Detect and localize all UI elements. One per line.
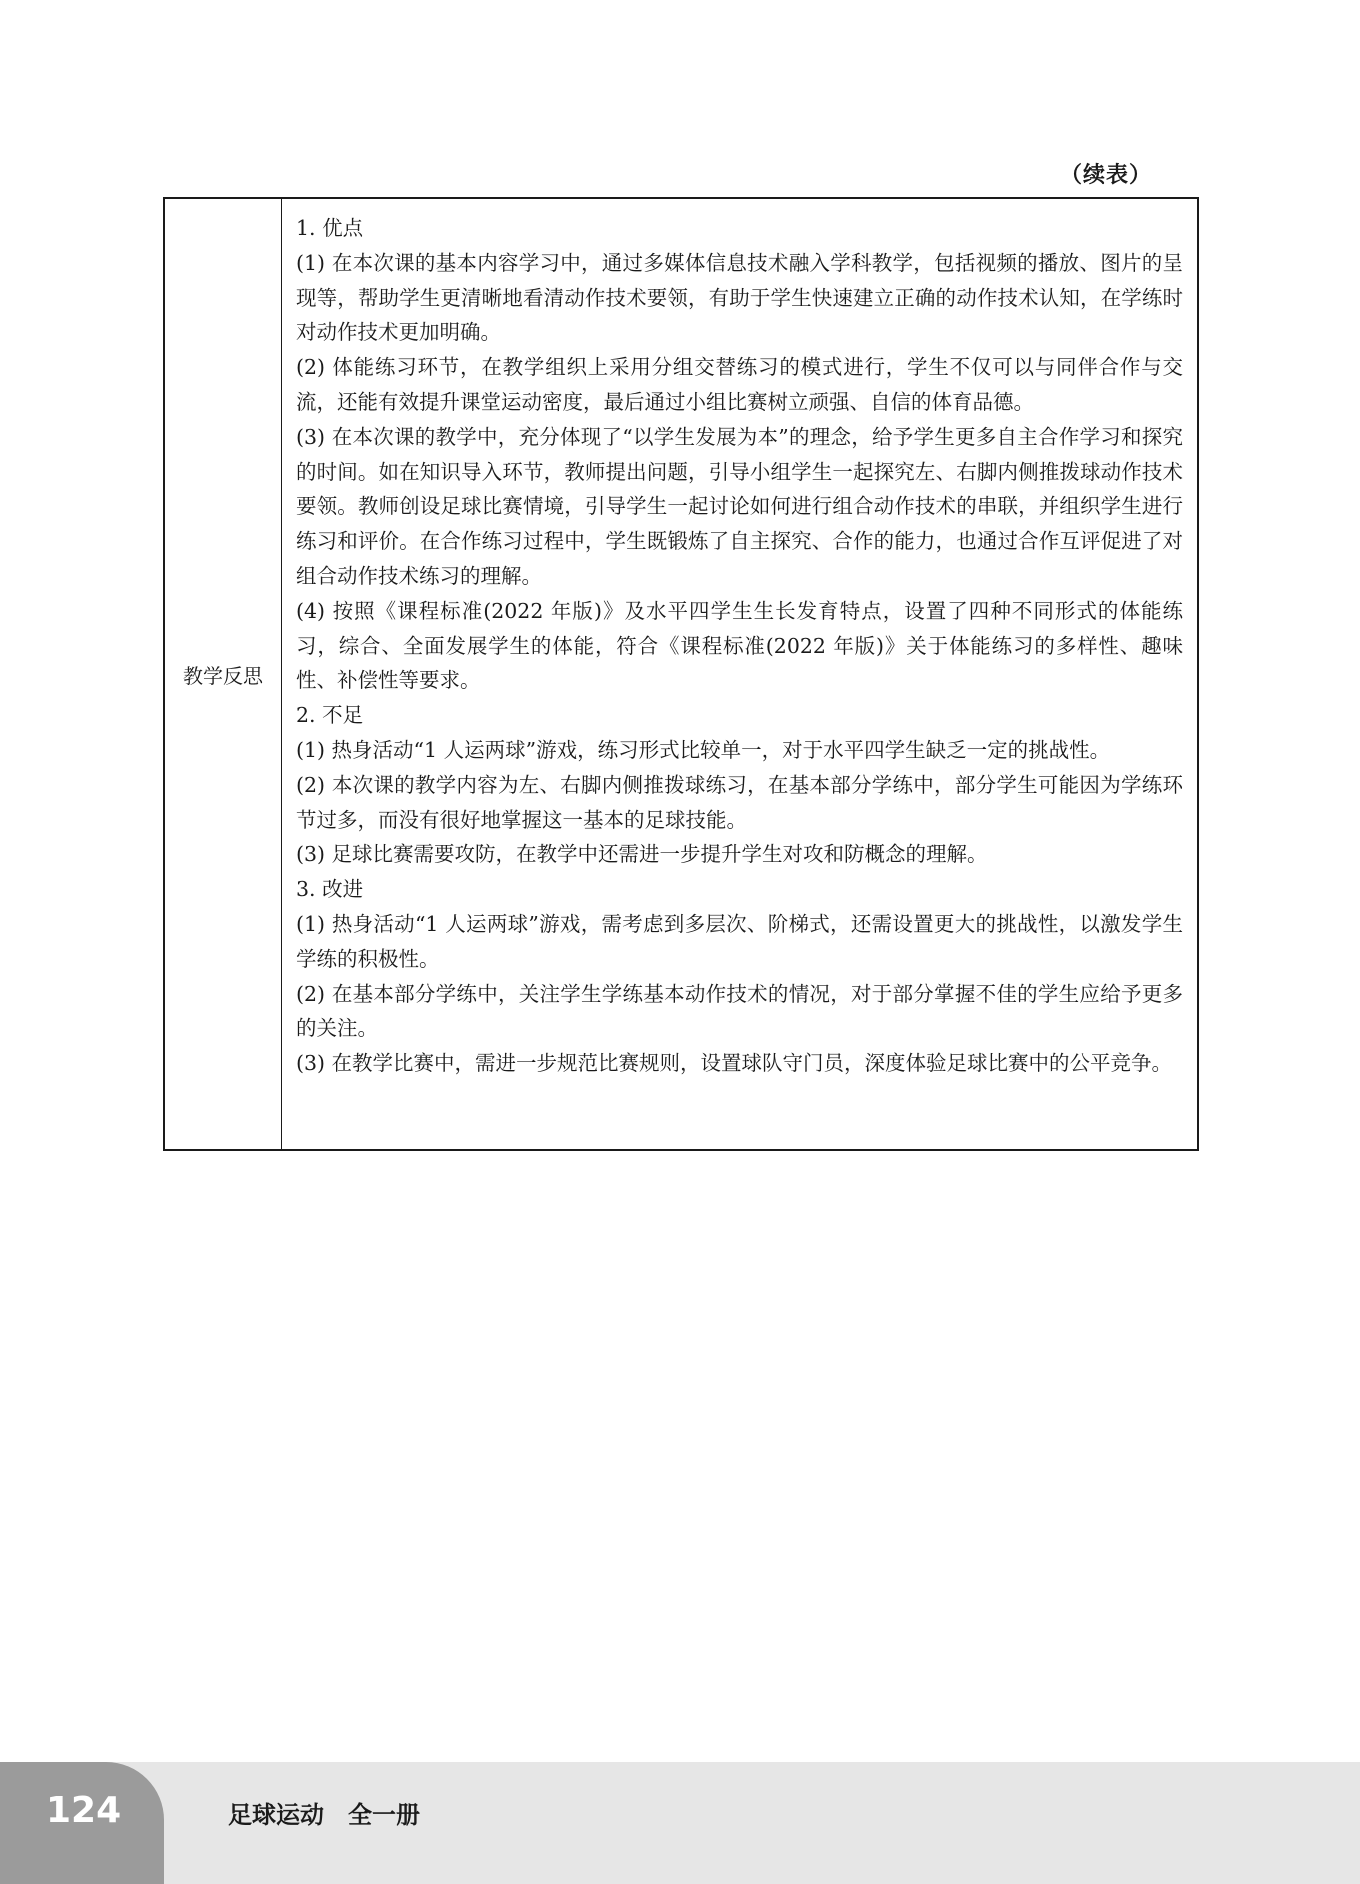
- improvement-item-1: (1) 热身活动“1 人运两球”游戏，需考虑到多层次、阶梯式，还需设置更大的挑战性，以激发学生学练的积极性。: [296, 911, 1183, 971]
- strength-item-1: (1) 在本次课的基本内容学习中，通过多媒体信息技术融入学科教学，包括视频的播放、图片的呈现等，帮助学生更清晰地看清动作技术要领，有助于学生快速建立正确的动作技术认知，在学练时对动作技术更加明确。: [296, 250, 1183, 345]
- improvement-item-2: (2) 在基本部分学练中，关注学生学练基本动作技术的情况，对于部分掌握不佳的学生应给予更多的关注。: [296, 981, 1183, 1041]
- reflection-content-cell: [282, 199, 1197, 1149]
- section-heading-shortcomings: 2. 不足: [296, 703, 364, 728]
- section-heading-strengths: 1. 优点: [296, 216, 364, 240]
- strength-item-3: (3) 在本次课的教学中，充分体现了“以学生发展为本”的理念，给予学生更多自主合作学习和探究的时间。如在知识导入环节，教师提出问题，引导小组学生一起探究左、右脚内侧推拨球动作技术要领。教师创设足球比赛情境，引导学生一起讨论如何进行组合动作技术的串联，并组织学生进行练习和评价。在合作练习过程中，学生既锻炼了自主探究、合作的能力，也通过合作互评促进了对组合动作技术练习的理解。: [296, 424, 1183, 588]
- row-label: 教学反思: [183, 663, 263, 688]
- page-number: 124: [46, 1790, 122, 1831]
- section-heading-improvements: 3. 改进: [296, 877, 364, 902]
- shortcoming-item-1: (1) 热身活动“1 人运两球”游戏，练习形式比较单一，对于水平四学生缺乏一定的挑战性。: [296, 737, 1111, 762]
- book-title: 足球运动 全一册: [228, 1801, 420, 1829]
- shortcoming-item-3: (3) 足球比赛需要攻防，在教学中还需进一步提升学生对攻和防概念的理解。: [296, 842, 988, 867]
- row-label-cell: [165, 199, 282, 1149]
- continued-table-label: （续表）: [1059, 163, 1152, 188]
- strength-item-4: (4) 按照《课程标准(2022 年版)》及水平四学生生长发育特点，设置了四种不同形式的体能练习，综合、全面发展学生的体能，符合《课程标准(2022 年版)》关于体能练习的多样性、趣味性、补偿性等要求。: [296, 598, 1183, 693]
- improvement-item-3: (3) 在教学比赛中，需进一步规范比赛规则，设置球队守门员，深度体验足球比赛中的公平竞争。: [296, 1051, 1173, 1076]
- page-footer: [0, 1762, 1360, 1884]
- strength-item-2: (2) 体能练习环节，在教学组织上采用分组交替练习的模式进行，学生不仅可以与同伴合作与交流，还能有效提升课堂运动密度，最后通过小组比赛树立顽强、自信的体育品德。: [296, 355, 1183, 414]
- shortcoming-item-2: (2) 本次课的教学内容为左、右脚内侧推拨球练习，在基本部分学练中，部分学生可能因为学练环节过多，而没有很好地掌握这一基本的足球技能。: [296, 772, 1183, 832]
- page-number-tab: [0, 1762, 164, 1884]
- reflection-table: [163, 197, 1199, 1151]
